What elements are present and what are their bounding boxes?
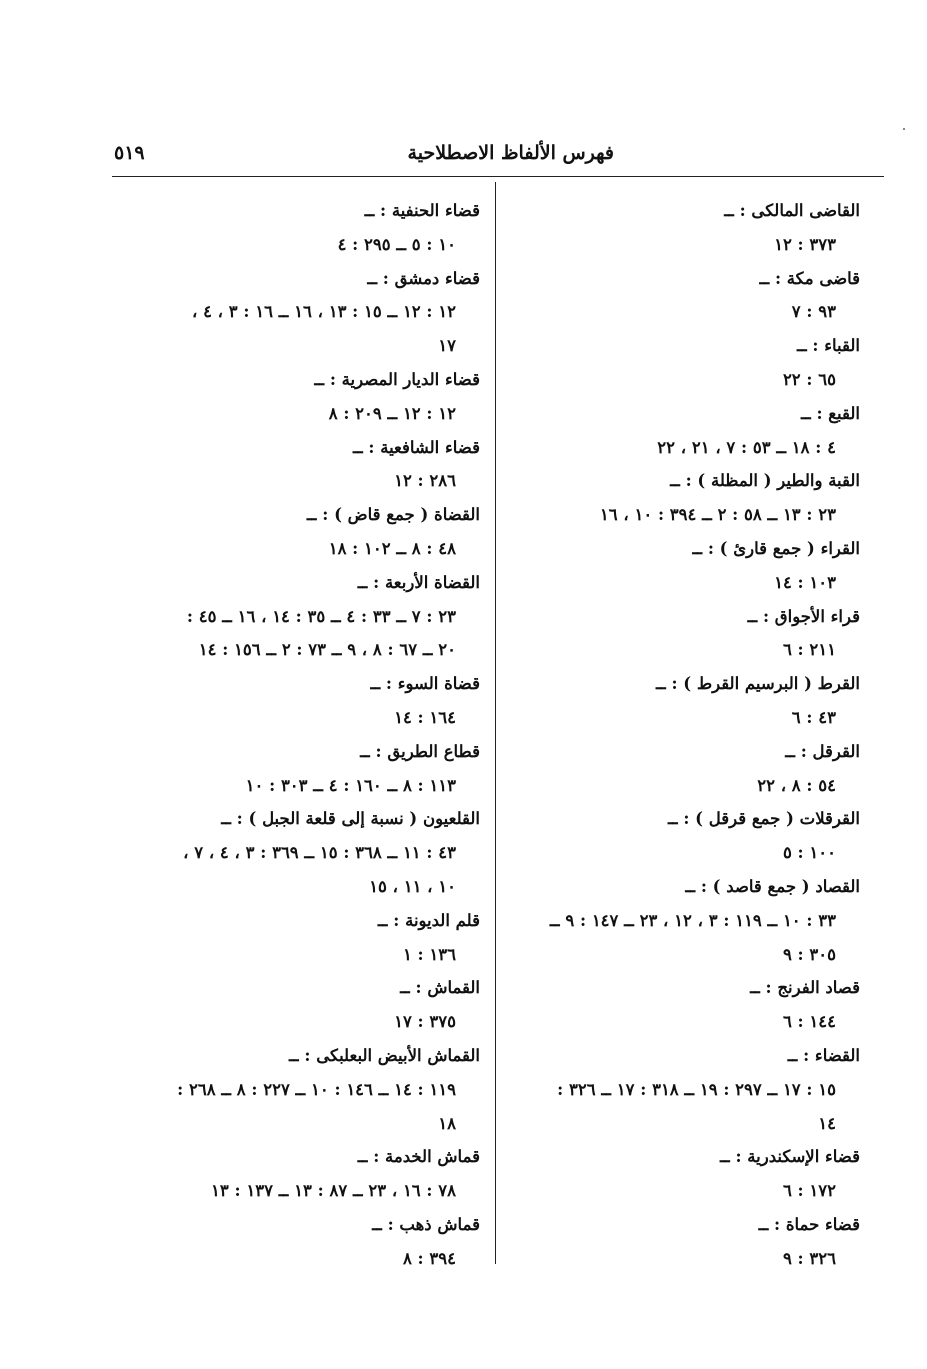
index-term: قراء الأجواق : ــ bbox=[747, 606, 860, 626]
index-term: قضاء الشافعية : ــ bbox=[352, 437, 480, 457]
index-term: قضاء الإسكندرية : ــ bbox=[720, 1147, 860, 1167]
page-references: ٣٧٥ : ١٧ bbox=[394, 1012, 456, 1032]
page-references: ٤٨ : ٨ ــ ١٠٢ : ١٨ bbox=[328, 538, 456, 558]
index-term: قضاء الديار المصرية : ــ bbox=[314, 369, 480, 389]
page-references: ٢٣ : ٧ ــ ٣٣ : ٤ ــ ٣٥ : ١٤ ، ١٦ ــ ٤٥ : bbox=[186, 606, 456, 626]
speck bbox=[903, 128, 905, 130]
column-divider bbox=[495, 182, 496, 1264]
index-term: قماش الخدمة : ــ bbox=[357, 1147, 480, 1167]
page-references: ١٧٢ : ٦ bbox=[782, 1181, 836, 1201]
index-term: القماش : ــ bbox=[400, 978, 480, 998]
index-term: القباء : ــ bbox=[797, 336, 860, 356]
page-references: ٣٣ : ١٠ ــ ١١٩ : ٣ ، ١٢ ، ٢٣ ــ ١٤٧ : ٩ ــ bbox=[549, 910, 836, 930]
page-references: ١٧ bbox=[438, 336, 456, 356]
page-references: ٦٥ : ٢٢ bbox=[782, 369, 836, 389]
page-references: ١٢ : ١٢ ــ ٢٠٩ : ٨ bbox=[328, 403, 456, 423]
page-references: ٥٤ : ٨ ، ٢٢ bbox=[757, 775, 836, 795]
page-references: ١١٣ : ٨ ــ ١٦٠ : ٤ ــ ٣٠٣ : ١٠ bbox=[245, 775, 456, 795]
page-references: ١٨ bbox=[438, 1113, 456, 1133]
index-term: قاضى مكة : ــ bbox=[759, 268, 860, 288]
index-term: القراء ( جمع قارئ ) : ــ bbox=[692, 538, 860, 558]
index-term: القضاء : ــ bbox=[787, 1045, 860, 1065]
index-term: قطاع الطريق : ــ bbox=[360, 741, 480, 761]
page-references: ١٠٠ : ٥ bbox=[782, 843, 836, 863]
index-term: قلم الديونة : ــ bbox=[377, 910, 480, 930]
page-references: ٤٣ : ١١ ــ ٣٦٨ : ١٥ ــ ٣٦٩ : ٣ ، ٤ ، ٧ ، bbox=[183, 843, 456, 863]
page-references: ١٤ bbox=[818, 1113, 836, 1133]
page-references: ٢٣ : ١٣ ــ ٥٨ : ٢ ــ ٣٩٤ : ١٠ ، ١٦ bbox=[599, 505, 836, 525]
page-references: ١٢ : ١٢ ــ ١٥ : ١٣ ، ١٦ ــ ١٦ : ٣ ، ٤ ، bbox=[191, 302, 456, 322]
header-rule bbox=[112, 176, 884, 177]
page-references: ١٦٤ : ١٤ bbox=[394, 707, 456, 727]
index-term: القرقل : ــ bbox=[785, 741, 860, 761]
page-number: ٥١٩ bbox=[114, 142, 145, 164]
page-header bbox=[112, 140, 884, 174]
page-references: ٣٢٦ : ٩ bbox=[782, 1248, 836, 1268]
page-references: ٧٨ : ١٦ ، ٢٣ ــ ٨٧ : ١٣ ــ ١٣٧ : ١٣ bbox=[211, 1181, 456, 1201]
index-term: قضاء الحنفية : ــ bbox=[364, 201, 480, 220]
page-references: ٣٠٥ : ٩ bbox=[782, 944, 836, 964]
index-term: قماش ذهب : ــ bbox=[372, 1214, 480, 1234]
page-references: ٢٠ ــ ٦٧ : ٨ ، ٩ ــ ٧٣ : ٢ ــ ١٥٦ : ١٤ bbox=[198, 640, 456, 660]
index-term: القرط ( البرسيم القرط ) : ــ bbox=[656, 674, 860, 694]
page-references: ١٠ ، ١١ ، ١٥ bbox=[369, 876, 456, 896]
index-term: القرقلات ( جمع قرقل ) : ــ bbox=[667, 809, 860, 829]
page-title: فهرس الألفاظ الاصطلاحية bbox=[407, 142, 614, 164]
index-term: القبة والطير ( المظلة ) : ــ bbox=[670, 471, 860, 491]
page-references: ١٤٤ : ٦ bbox=[782, 1012, 836, 1032]
index-term: قصاد الفرنج : ــ bbox=[750, 978, 860, 998]
index-term: القلعيون ( نسبة إلى قلعة الجبل ) : ــ bbox=[221, 809, 480, 829]
page-references: ٣٧٣ : ١٢ bbox=[774, 234, 836, 254]
page-references: ١٥ : ١٧ ــ ٢٩٧ : ١٩ ــ ٣١٨ : ١٧ ــ ٣٢٦ : bbox=[557, 1079, 836, 1099]
page-references: ١٣٦ : ١ bbox=[402, 944, 456, 964]
page-references: ٤٣ : ٦ bbox=[791, 707, 836, 727]
index-term: القضاة الأربعة : ــ bbox=[357, 572, 480, 592]
page-references: ٣٩٤ : ٨ bbox=[402, 1248, 456, 1268]
index-term: القصاد ( جمع قاصد ) : ــ bbox=[685, 876, 860, 896]
right-index-column bbox=[510, 194, 860, 1276]
index-term: قضاة السوء : ــ bbox=[370, 674, 480, 694]
index-term: قضاء حماة : ــ bbox=[758, 1214, 860, 1234]
index-term: القاضى المالكى : ــ bbox=[724, 201, 860, 220]
page-references: ١٠٣ : ١٤ bbox=[774, 572, 836, 592]
index-term: قضاء دمشق : ــ bbox=[367, 268, 480, 288]
page-references: ٢٨٦ : ١٢ bbox=[394, 471, 456, 491]
page-references: ١٠ : ٥ ــ ٢٩٥ : ٤ bbox=[337, 234, 456, 254]
index-term: القبع : ــ bbox=[801, 403, 860, 423]
page-references: ٢١١ : ٦ bbox=[782, 640, 836, 660]
page-references: ٤ : ١٨ ــ ٥٣ : ٧ ، ٢١ ، ٢٢ bbox=[657, 437, 836, 457]
index-term: القضاة ( جمع قاض ) : ــ bbox=[306, 505, 480, 525]
left-index-column bbox=[112, 194, 480, 1276]
page-references: ٩٣ : ٧ bbox=[791, 302, 836, 322]
index-term: القماش الأبيض البعلبكى : ــ bbox=[288, 1045, 480, 1065]
page-references: ١١٩ : ١٤ ــ ١٤٦ : ١٠ ــ ٢٢٧ : ٨ ــ ٢٦٨ : bbox=[177, 1079, 456, 1099]
